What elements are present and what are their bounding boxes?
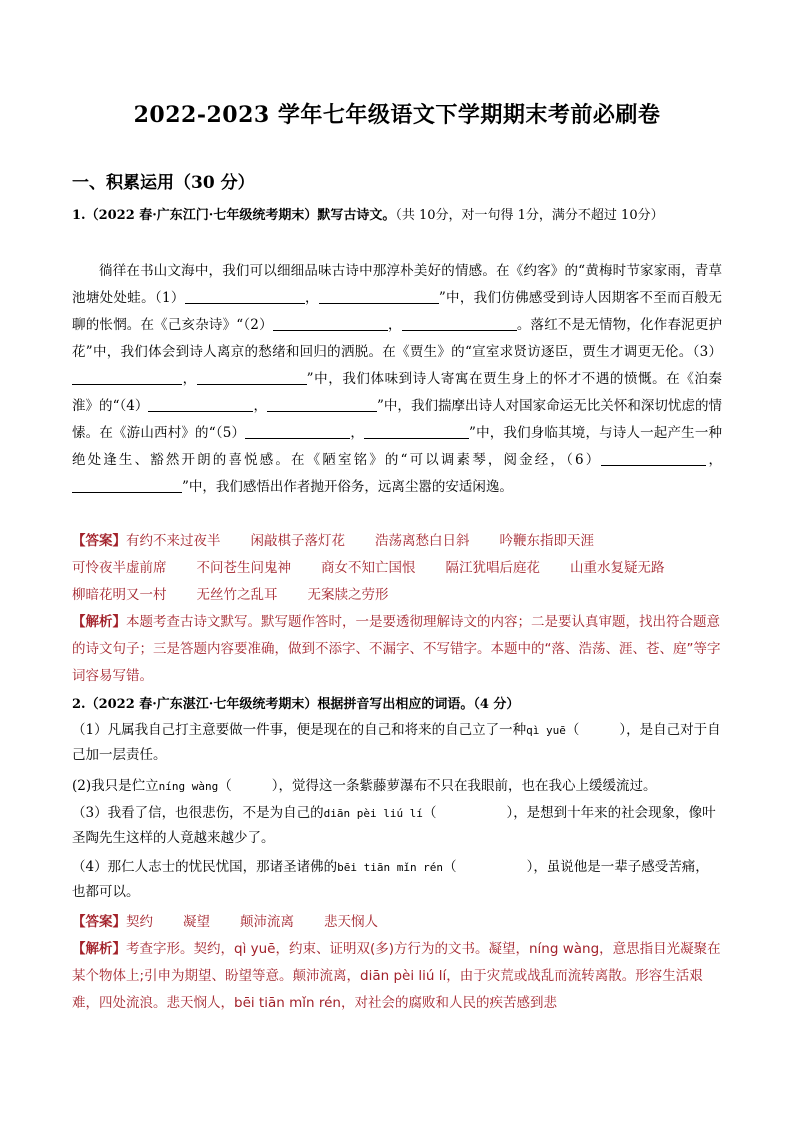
analysis-tag: 【解析】 [72,614,126,630]
item-text: （4）那仁人志士的忧民忧国，那诸圣诸佛的 [72,859,338,875]
answer-item: 山重水复疑无路 [570,560,665,576]
answer-space-3[interactable] [436,805,506,819]
answer-item: 凝望 [183,914,210,930]
item-text: （1）凡属我自己打主意要做一件事，便是现在的自己和将来的自己立了一种 [72,722,527,738]
blank-3b[interactable] [197,370,307,385]
passage-text: ”中，我们仿佛感受到诗人因期客不至而百般无聊的怅惘。在《己亥杂诗》“（2） [72,290,723,333]
item-text: （3）我看了信，也很悲伤，不是为自己的 [72,805,324,821]
question-1-title: 1.（2022 春·广东江门·七年级统考期末）默写古诗文。 [72,208,396,223]
question-1-answer [72,528,722,609]
question-2-title: 2.（2022 春·广东湛江·七年级统考期末）根据拼音写出相应的词语。（4 分） [72,697,520,712]
analysis-text: 本题考查古诗文默写。默写题作答时，一是要透彻理解诗文的内容；二是要认真审题，找出符合题意的诗文句子；三是答题内容要准确，做到不添字、不漏字、不写错字。本题中的“落、浩荡、涯、苍、庭”等字词容易写错。 [72,614,721,684]
question-2-item-3: （3）我看了信，也很悲伤，不是为自己的diān pèi liú lí（ ），是想到十年来的社会现象，像叶圣陶先生这样的人竟越来越少了。 [72,805,716,846]
section-heading: 一、积累运用（30 分） [72,173,255,193]
answer-tag: 【答案】 [72,533,126,549]
answer-item: 不问苍生问鬼神 [196,560,291,576]
answer-item: 柳暗花明又一村 [72,587,167,603]
answer-item: 浩荡离愁白日斜 [375,533,470,549]
question-2-item-4: （4）那仁人志士的忧民忧国，那诸圣诸佛的bēi tiān mǐn rén（ ），虽说他是一辈子感受苦痛，也都可以。 [72,859,709,900]
answer-tag: 【答案】 [72,914,126,930]
answer-item: 无案牍之劳形 [307,587,389,603]
question-2-analysis [72,936,722,1017]
question-2-item-1: （1）凡属我自己打主意要做一件事，便是现在的自己和将来的自己立了一种qì yuē（ ），是自己对于自己加一层责任。 [72,722,721,763]
answer-item: 闲敲棋子落灯花 [250,533,345,549]
blank-6a[interactable] [601,451,706,466]
pinyin: níng wàng [158,780,219,793]
blank-5a[interactable] [245,424,350,439]
item-text: ，是自己对于自己加一层责任。 [72,722,721,763]
passage-text: ”中，我们体味到诗人寄寓在贾生身上的怀才不遇的愤慨。在《泊秦淮》的“（4） [72,371,722,414]
question-1-header [72,204,722,227]
blank-1b[interactable] [319,289,439,304]
passage-text: ”中，我们揣摩出诗人对国家命运无比关怀和深切忧虑的情愫。在《游山西村》的“（5） [72,398,723,441]
answer-item: 无丝竹之乱耳 [196,587,278,603]
pinyin: qì yuē [526,724,566,737]
passage-text: 徜徉在书山文海中，我们可以细细品味古诗中那淳朴美好的情感。在《约客》的“黄梅时节家家雨，青草池塘处处蛙。（1） [72,263,722,306]
blank-2b[interactable] [402,316,517,331]
blank-5b[interactable] [364,424,469,439]
answer-space-4[interactable] [457,859,527,873]
answer-space-1[interactable] [579,722,619,736]
answer-item: 悲天悯人 [324,914,378,930]
answer-item: 有约不来过夜半 [126,533,221,549]
answer-item: 吟鞭东指即天涯 [499,533,594,549]
answer-space-2[interactable] [232,778,272,792]
analysis-tag: 【解析】 [72,941,126,957]
question-1-passage: 徜徉在书山文海中，我们可以细细品味古诗中那淳朴美好的情感。在《约客》的“黄梅时节家家雨，青草池塘处处蛙。（1） ， ”中，我们仿佛感受到诗人因期客不至而百般无聊的怅惘。在《己亥杂诗》“（2） ， 。落红不是无情物，化作春泥更护花”中，我们体会到诗人离京的愁绪和回归的洒脱。在《贾生》的“宣室求贤访逐臣，贾生才调更无伦。（3）， ”中，我们体味到诗人寄寓在贾生身上的怀才不遇的愤慨。在《泊秦淮》的“（4） ， ”中，我们揣摩出诗人对国家命运无比关怀和深切忧虑的情愫。在《游山西村》的“（5） ， ”中，我们身临其境，与诗人一起产生一种绝处逢生、豁然开朗的喜悦感。在《陋室铭》的“可以调素琴，阅金经，（6） ，”中，我们感悟出作者抛开俗务，远离尘嚣的安适闲逸。 [72,263,723,495]
blank-4b[interactable] [267,397,377,412]
blank-6b[interactable] [72,478,182,493]
blank-2a[interactable] [273,316,388,331]
question-1-analysis [72,609,722,690]
page-title: 2022-2023 学年七年级语文下学期期末考前必刷卷 [133,102,661,128]
item-text: ，觉得这一条紫藤萝瀑布不只在我眼前，也在我心上缓缓流过。 [278,778,657,794]
item-text: (2)我只是伫立 [72,778,159,794]
pinyin: diān pèi liú lí [323,807,423,820]
answer-item: 颠沛流离 [240,914,294,930]
passage-text: ”中，我们身临其境，与诗人一起产生一种绝处逢生、豁然开朗的喜悦感。在《陋室铭》的“可以调素琴，阅金经，（6） [72,425,722,468]
pinyin: bēi tiān mǐn rén [337,861,444,874]
question-2-header [72,693,722,716]
blank-4a[interactable] [148,397,253,412]
answer-item: 隔江犹唱后庭花 [445,560,540,576]
question-2-item-2: (2)我只是伫立níng wàng（ ），觉得这一条紫藤萝瀑布不只在我眼前，也在我心上缓缓流过。 [72,778,657,794]
answer-item: 商女不知亡国恨 [321,560,416,576]
blank-1a[interactable] [185,289,305,304]
passage-text: 。落红不是无情物，化作春泥更护花”中，我们体会到诗人离京的愁绪和回归的洒脱。在《贾生》的“宣室求贤访逐臣，贾生才调更无伦。（3） [72,317,723,360]
answer-item: 契约 [126,914,153,930]
blank-3a[interactable] [72,370,182,385]
answer-item: 可怜夜半虚前席 [72,560,167,576]
analysis-text: 考查字形。契约，qì yuē，约束、证明双(多)方行为的文书。凝望，níng wàng，意思指目光凝聚在某个物体上;引申为期望、盼望等意。颠沛流离，diān pèi liú lí，由于灾荒或战乱而流转离散。形容生活艰难，四处流浪。悲天悯人，bēi tiān mǐn rén，对社会的腐败和人民的疾苦感到悲 [72,941,721,1011]
item-text: ，是想到十年来的社会现象，像叶圣陶先生这样的人竟越来越少了。 [72,805,716,846]
item-text: ，虽说他是一辈子感受苦痛，也都可以。 [72,859,709,900]
passage-text: ”中，我们感悟出作者抛开俗务，远离尘嚣的安适闲逸。 [182,479,513,495]
question-1-note: （共 10分，对一句得 1分，满分不超过 10分） [395,208,664,223]
question-2-answer [72,909,722,936]
